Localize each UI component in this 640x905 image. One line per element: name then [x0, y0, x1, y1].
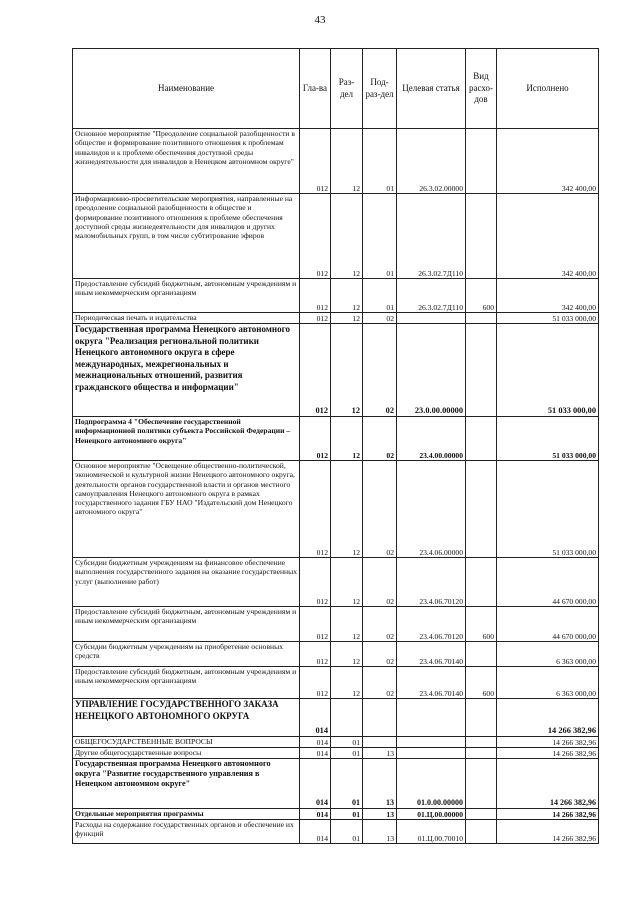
row-name: Субсидии бюджетным учреждениям на финансовое обеспечение выполнения государственного задания на оказание государственных услуг (выполнение работ) — [73, 558, 300, 607]
row-amount: 342 400,00 — [497, 279, 599, 313]
row-subsection: 02 — [363, 461, 397, 558]
row-amount: 14 266 382,96 — [497, 809, 599, 820]
row-section: 12 — [331, 417, 363, 461]
row-target: 01.Ц.00.70010 — [397, 820, 466, 844]
row-subsection: 02 — [363, 324, 397, 417]
row-subsection: 01 — [363, 194, 397, 279]
row-chapter: 012 — [300, 642, 331, 667]
row-chapter: 012 — [300, 667, 331, 699]
row-subsection — [363, 737, 397, 748]
row-section: 12 — [331, 324, 363, 417]
row-section — [331, 699, 363, 737]
row-type — [466, 461, 497, 558]
row-section: 12 — [331, 129, 363, 194]
table-row — [73, 417, 599, 461]
row-amount: 51 033 000,00 — [497, 324, 599, 417]
row-chapter: 012 — [300, 607, 331, 642]
row-type — [466, 324, 497, 417]
row-amount: 51 033 000,00 — [497, 461, 599, 558]
table-row — [73, 699, 599, 737]
row-amount: 14 266 382,96 — [497, 759, 599, 809]
row-type — [466, 642, 497, 667]
row-chapter: 012 — [300, 461, 331, 558]
row-subsection: 13 — [363, 820, 397, 844]
row-subsection: 02 — [363, 417, 397, 461]
table-row — [73, 279, 599, 313]
row-amount: 51 033 000,00 — [497, 417, 599, 461]
row-amount: 342 400,00 — [497, 129, 599, 194]
row-subsection — [363, 699, 397, 737]
row-type — [466, 313, 497, 324]
row-target — [397, 748, 466, 759]
row-name: Государственная программа Ненецкого автономного округа "Реализация региональной политики Ненецкого автономного округа в сфере международных, межрегиональных и межнациональных отношений, развития гражданского общества и информации" — [73, 324, 300, 417]
row-amount: 51 033 000,00 — [497, 313, 599, 324]
budget-table — [72, 48, 599, 844]
header-chapter: Гла-ва — [300, 49, 331, 129]
header-subsection: Под-раз-дел — [363, 49, 397, 129]
table-row — [73, 607, 599, 642]
row-chapter: 014 — [300, 737, 331, 748]
header-target: Целевая статья — [397, 49, 466, 129]
table-row — [73, 642, 599, 667]
row-target: 26.3.02.00000 — [397, 129, 466, 194]
row-chapter: 012 — [300, 558, 331, 607]
row-type: 600 — [466, 607, 497, 642]
row-name: Основное мероприятие "Освещение общественно-политической, экономической и культурной жизни Ненецкого автономного округа, деятельности органов государственной власти и органов местного самоуправления Ненецкого автономного округа в рамках государственного задания ГБУ НАО "Издательский дом Ненецкого автономного округа" — [73, 461, 300, 558]
page-number: 43 — [314, 14, 326, 26]
table-row — [73, 748, 599, 759]
row-subsection: 01 — [363, 279, 397, 313]
row-chapter: 012 — [300, 313, 331, 324]
row-subsection: 02 — [363, 313, 397, 324]
row-target: 26.3.02.7Д110 — [397, 279, 466, 313]
row-name: Отдельные мероприятия программы — [73, 809, 300, 820]
row-type: 600 — [466, 667, 497, 699]
row-name: Информационно-просветительские мероприятия, направленные на преодоление социальной разобщенности в обществе и формирование позитивного отношения к проблеме обеспечения доступной среды жизнедеятельности для инвалидов и других маломобильных групп, в том числе субтитрование эфиров — [73, 194, 300, 279]
row-section: 01 — [331, 737, 363, 748]
row-chapter: 012 — [300, 129, 331, 194]
row-subsection: 13 — [363, 809, 397, 820]
row-type — [466, 748, 497, 759]
row-type — [466, 129, 497, 194]
row-target: 23.4.06.70140 — [397, 642, 466, 667]
table-row — [73, 194, 599, 279]
row-section: 12 — [331, 607, 363, 642]
row-section: 01 — [331, 759, 363, 809]
row-name: Подпрограмма 4 "Обеспечение государственной информационной политики субъекта Российской Федерации – Ненецкого автономного округа" — [73, 417, 300, 461]
row-amount: 14 266 382,96 — [497, 748, 599, 759]
table-row — [73, 129, 599, 194]
row-target — [397, 699, 466, 737]
row-amount: 14 266 382,96 — [497, 737, 599, 748]
header-section: Раз-дел — [331, 49, 363, 129]
row-name: Государственная программа Ненецкого автономного округа "Развитие государственного управления в Ненецком автономном округе" — [73, 759, 300, 809]
row-target: 01.Ц.00.00000 — [397, 809, 466, 820]
row-type — [466, 809, 497, 820]
table-row — [73, 667, 599, 699]
row-section: 12 — [331, 461, 363, 558]
row-name: УПРАВЛЕНИЕ ГОСУДАРСТВЕННОГО ЗАКАЗА НЕНЕЦКОГО АВТОНОМНОГО ОКРУГА — [73, 699, 300, 737]
row-subsection: 02 — [363, 642, 397, 667]
row-name: Предоставление субсидий бюджетным, автономным учреждениям и иным некоммерческим организациям — [73, 279, 300, 313]
table-row — [73, 324, 599, 417]
row-target: 26.3.02.7Д110 — [397, 194, 466, 279]
row-name: ОБЩЕГОСУДАРСТВЕННЫЕ ВОПРОСЫ — [73, 737, 300, 748]
row-chapter: 014 — [300, 699, 331, 737]
row-chapter: 014 — [300, 748, 331, 759]
row-target: 23.4.00.00000 — [397, 417, 466, 461]
row-section: 12 — [331, 642, 363, 667]
row-section: 12 — [331, 313, 363, 324]
row-chapter: 014 — [300, 759, 331, 809]
row-section: 01 — [331, 748, 363, 759]
row-section: 12 — [331, 194, 363, 279]
header-row — [73, 49, 599, 129]
row-target: 23.4.06.70120 — [397, 558, 466, 607]
table-row — [73, 737, 599, 748]
table-row — [73, 759, 599, 809]
row-name: Расходы на содержание государственных органов и обеспечение их функций — [73, 820, 300, 844]
row-subsection: 01 — [363, 129, 397, 194]
row-name: Предоставление субсидий бюджетным, автономным учреждениям и иным некоммерческим организациям — [73, 667, 300, 699]
row-target — [397, 313, 466, 324]
row-type — [466, 699, 497, 737]
row-name: Субсидии бюджетным учреждениям на приобретение основных средств — [73, 642, 300, 667]
row-amount: 6 363 000,00 — [497, 667, 599, 699]
row-target: 23.4.06.00000 — [397, 461, 466, 558]
row-subsection: 02 — [363, 667, 397, 699]
row-type: 600 — [466, 279, 497, 313]
row-chapter: 012 — [300, 194, 331, 279]
row-amount: 6 363 000,00 — [497, 642, 599, 667]
row-target: 23.0.00.00000 — [397, 324, 466, 417]
row-amount: 14 266 382,96 — [497, 699, 599, 737]
table-row — [73, 313, 599, 324]
row-target: 01.0.00.00000 — [397, 759, 466, 809]
row-subsection: 13 — [363, 759, 397, 809]
row-amount: 44 670 000,00 — [497, 558, 599, 607]
row-amount: 14 266 382,96 — [497, 820, 599, 844]
row-type — [466, 759, 497, 809]
row-subsection: 02 — [363, 558, 397, 607]
table-row — [73, 461, 599, 558]
header-name: Наименование — [73, 49, 300, 129]
row-type — [466, 737, 497, 748]
row-section: 01 — [331, 809, 363, 820]
row-subsection: 02 — [363, 607, 397, 642]
row-chapter: 014 — [300, 809, 331, 820]
row-chapter: 014 — [300, 820, 331, 844]
row-name: Основное мероприятие "Преодоление социальной разобщенности в обществе и формирование позитивного отношения к проблемам инвалидов и к проблеме обеспечения доступной среды жизнедеятельности для инвалидов в Ненецком автономном округе" — [73, 129, 300, 194]
header-type: Вид расхо-дов — [466, 49, 497, 129]
row-amount: 44 670 000,00 — [497, 607, 599, 642]
header-executed: Исполнено — [497, 49, 599, 129]
table-row — [73, 558, 599, 607]
row-target — [397, 737, 466, 748]
row-chapter: 012 — [300, 324, 331, 417]
row-section: 12 — [331, 667, 363, 699]
row-amount: 342 400,00 — [497, 194, 599, 279]
row-name: Периодическая печать и издательства — [73, 313, 300, 324]
table-row — [73, 809, 599, 820]
row-section: 01 — [331, 820, 363, 844]
row-section: 12 — [331, 558, 363, 607]
row-chapter: 012 — [300, 279, 331, 313]
row-target: 23.4.06.70140 — [397, 667, 466, 699]
table-row — [73, 820, 599, 844]
row-type — [466, 820, 497, 844]
row-type — [466, 558, 497, 607]
row-name: Предоставление субсидий бюджетным, автономным учреждениям и иным некоммерческим организациям — [73, 607, 300, 642]
row-section: 12 — [331, 279, 363, 313]
row-type — [466, 417, 497, 461]
row-chapter: 012 — [300, 417, 331, 461]
row-name: Другие общегосударственные вопросы — [73, 748, 300, 759]
row-type — [466, 194, 497, 279]
row-subsection: 13 — [363, 748, 397, 759]
row-target: 23.4.06.70120 — [397, 607, 466, 642]
